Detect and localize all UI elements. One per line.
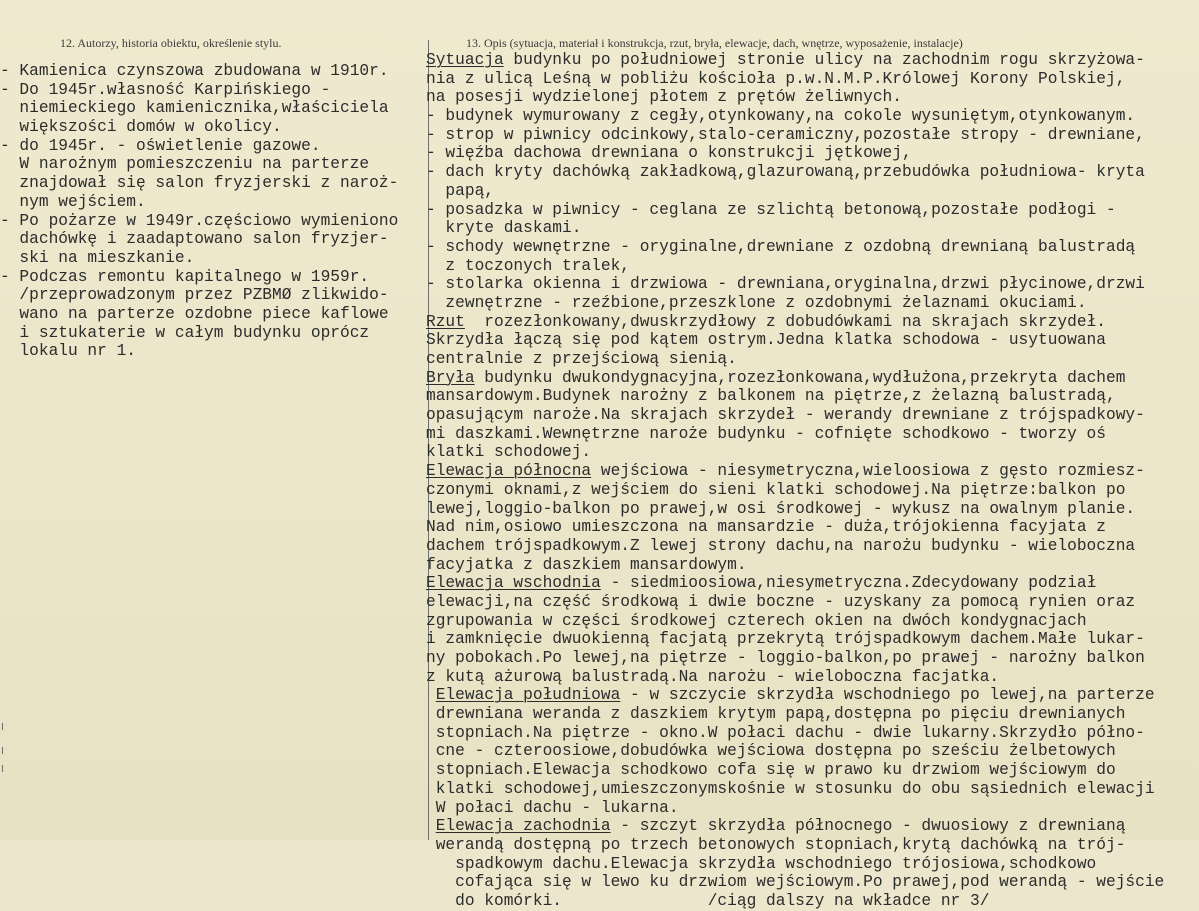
description-line: [426, 556, 1198, 575]
section-heading: Elewacja południowa: [435, 686, 621, 705]
description-line: [426, 630, 1198, 649]
description-line: [426, 201, 1198, 220]
description-line: [426, 724, 1198, 743]
line-text: - stolarka okienna i drzwiowa - drewniana,oryginalna,drzwi płycinowe,drzwi: [426, 275, 1145, 294]
description-line: [426, 313, 1198, 332]
line-text: - siedmioosiowa,niesymetryczna.Zdecydowany podział: [600, 574, 1097, 593]
description-line: [426, 238, 1198, 257]
description-line: [426, 574, 1198, 593]
line-text: facyjatka z daszkiem mansardowym.: [426, 555, 747, 574]
description-line: [426, 425, 1198, 444]
line-text: W połaci dachu - lukarna.: [426, 798, 679, 817]
line-text: klatki schodowej,umieszczonymskośnie w stosunku do obu sąsiednich elewacji: [426, 779, 1155, 798]
section-heading: Rzut: [426, 312, 465, 331]
line-text: zgrupowania w części środkowej czterech okien na dwóch kondygnacjach: [426, 611, 1087, 630]
history-line: znajdował się salon fryzjerski z naroż-: [0, 174, 399, 193]
line-text: - budynek wymurowany z cegły,otynkowany,na cokole wysuniętym,otynkowanym.: [426, 107, 1136, 126]
description-line: [426, 649, 1198, 668]
history-line: i sztukaterie w całym budynku oprócz: [0, 323, 370, 342]
section-12-header: 12. Autorzy, historia obiektu, określenie stylu.: [60, 36, 282, 50]
description-line: [426, 537, 1198, 556]
description-line: [426, 593, 1198, 612]
description-line: [426, 855, 1198, 874]
line-text: nia z ulicą Leśną w pobliżu kościoła p.w.N.M.P.Królowej Korony Polskiej,: [426, 69, 1126, 88]
line-text: papą,: [426, 181, 494, 200]
section-13-header: 13. Opis (sytuacja, materiał i konstrukcja, rzut, bryła, elewacje, dach, wnętrze, wyposażenie, instalacje): [466, 36, 963, 50]
description-line: [426, 518, 1198, 537]
description-line: [426, 799, 1198, 818]
history-line: większości domów w okolicy.: [0, 118, 282, 137]
description-line: [426, 219, 1198, 238]
description-line: [426, 443, 1198, 462]
history-line: - Podczas remontu kapitalnego w 1959r.: [0, 267, 370, 286]
line-text: Nad nim,osiowo umieszczona na mansardzie - duża,trójokienna facyjata z: [426, 518, 1106, 537]
line-text: klatki schodowej.: [426, 443, 592, 462]
line-text: cofająca się w lewo ku drzwiom wejściowym.Po prawej,pod werandą - wejście: [426, 873, 1165, 892]
line-text: - więźba dachowa drewniana o konstrukcji jętkowej,: [426, 144, 912, 163]
line-text: - strop w piwnicy odcinkowy,stalo-ceramiczny,pozostałe stropy - drewniane,: [426, 125, 1145, 144]
description-line: [426, 126, 1198, 145]
line-text: werandą dostępną po trzech betonowych stopniach,krytą dachówką na trój-: [426, 835, 1126, 854]
description-line: [426, 107, 1198, 126]
section-heading: Elewacja zachodnia: [435, 817, 611, 836]
line-text: - dach kryty dachówką zakładkową,glazurowaną,przebudówka południowa- kryta: [426, 163, 1145, 182]
line-text: budynku dwukondygnacyjna,rozezłonkowana,wydłużona,przekryta dachem: [474, 368, 1126, 387]
line-text: elewacji,na część środkową i dwie boczne - uzyskany za pomocą rynien oraz: [426, 592, 1136, 611]
description-line: [426, 331, 1198, 350]
description-line: [426, 742, 1198, 761]
description-line: [426, 892, 1198, 911]
description-line: [426, 873, 1198, 892]
line-text: spadkowym dachu.Elewacja skrzydła wschodniego trójosiowa,schodkowo: [426, 854, 1097, 873]
history-line: lokalu nr 1.: [0, 342, 136, 361]
section-heading: Bryła: [426, 368, 475, 387]
line-text: - schody wewnętrzne - oryginalne,drewniane z ozdobną drewnianą balustradą: [426, 237, 1136, 256]
description-line: [426, 406, 1198, 425]
line-text: z kutą ażurową balustradą.Na narożu - wieloboczna facjatka.: [426, 667, 1000, 686]
line-text: zewnętrzne - rzeźbione,przeszklone z ozdobnymi żelaznami okuciami.: [426, 293, 1087, 312]
description-line: [426, 182, 1198, 201]
margin-mark: I: [1, 746, 4, 757]
line-text: opasującym naroże.Na skrajach skrzydeł - werandy drewniane z trójspadkowy-: [426, 406, 1145, 425]
line-text: Skrzydła łączą się pod kątem ostrym.Jedna klatka schodowa - usytuowana: [426, 331, 1106, 350]
section-heading: Elewacja wschodnia: [426, 574, 601, 593]
description-line: [426, 144, 1198, 163]
line-text: dachem trójspadkowym.Z lewej strony dachu,na narożu budynku - wieloboczna: [426, 536, 1136, 555]
line-text: czonymi oknami,z wejściem do sieni klatki schodowej.Na piętrze:balkon po: [426, 480, 1126, 499]
history-column: [0, 62, 424, 361]
history-line: - Do 1945r.własność Karpińskiego -: [0, 80, 331, 99]
description-line: [426, 668, 1198, 687]
description-line: [426, 257, 1198, 276]
description-line: [426, 481, 1198, 500]
history-line: ski na mieszkanie.: [0, 248, 195, 267]
line-text: centralnie z przejściową sienią.: [426, 350, 737, 368]
history-line: wano na parterze ozdobne piece kaflowe: [0, 304, 389, 323]
line-text: ny pobokach.Po lewej,na piętrze - loggio-balkon,po prawej - narożny balkon: [426, 649, 1145, 667]
line-text: - w szczycie skrzydła wschodniego po lewej,na parterze: [620, 686, 1155, 705]
line-text: lewej,loggio-balkon po prawej,w osi środkowej - wykusz na owalnym planie.: [426, 499, 1136, 518]
line-text: do komórki. /ciąg dalszy na wkładce nr 3/: [426, 891, 990, 910]
description-line: [426, 70, 1198, 89]
line-text: cne - czteroosiowe,dobudówka wejściowa dostępna po sześciu żelbetowych: [426, 742, 1116, 761]
description-line: [426, 275, 1198, 294]
description-line: [426, 51, 1198, 70]
description-line: [426, 294, 1198, 313]
line-text: drewniana weranda z daszkiem krytym papą,dostępna po pięciu drewnianych: [426, 705, 1126, 724]
section-heading: Sytuacja: [426, 51, 504, 69]
line-text: rozezłonkowany,dwuskrzydłowy z dobudówkami na skrajach skrzydeł.: [464, 312, 1106, 331]
description-line: [426, 612, 1198, 631]
history-line: W narożnym pomieszczeniu na parterze: [0, 155, 370, 174]
description-line: [426, 163, 1198, 182]
history-line: - Kamienica czynszowa zbudowana w 1910r.: [0, 62, 389, 80]
line-text: mansardowym.Budynek narożny z balkonem na piętrze,z żelazną balustradą,: [426, 387, 1116, 406]
line-indent: [426, 817, 436, 835]
line-text: - posadzka w piwnicy - ceglana ze szlichtą betonową,pozostałe podłogi -: [426, 200, 1116, 219]
margin-mark: I: [1, 722, 4, 733]
description-line: [426, 500, 1198, 519]
description-line: [426, 88, 1198, 107]
description-line: [426, 780, 1198, 799]
history-line: dachówkę i zaadaptowano salon fryzjer-: [0, 230, 389, 249]
description-line: [426, 836, 1198, 855]
margin-mark: I: [1, 764, 4, 775]
history-line: niemieckiego kamienicznika,właściciela: [0, 99, 389, 118]
description-line: [426, 705, 1198, 724]
history-line: - Po pożarze w 1949r.częściowo wymieniono: [0, 211, 399, 230]
line-text: mi daszkami.Wewnętrzne naroże budynku - cofnięte schodkowo - tworzy oś: [426, 424, 1106, 443]
line-text: stopniach.Elewacja schodkowo cofa się w prawo ku drzwiom wejściowym do: [426, 761, 1116, 780]
description-line: [426, 350, 1198, 369]
line-indent: [426, 686, 436, 704]
line-text: budynku po południowej stronie ulicy na zachodnim rogu skrzyżowa-: [503, 51, 1145, 69]
line-text: kryte daskami.: [426, 219, 582, 238]
section-heading: Elewacja północna: [426, 462, 592, 481]
line-text: i zamknięcie dwuokienną facjatą przekrytą trójspadkowym dachem.Małe lukar-: [426, 630, 1145, 649]
description-line: [426, 369, 1198, 388]
line-text: stopniach.Na piętrze - okno.W połaci dachu - dwie lukarny.Skrzydło półno-: [426, 723, 1145, 742]
description-line: [426, 462, 1198, 481]
line-text: wejściowa - niesymetryczna,wieloosiowa z gęsto rozmiesz-: [591, 462, 1145, 481]
description-line: [426, 761, 1198, 780]
history-line: - do 1945r. - oświetlenie gazowe.: [0, 136, 321, 155]
description-line: [426, 387, 1198, 406]
line-text: - szczyt skrzydła północnego - dwuosiowy z drewnianą: [610, 817, 1126, 836]
description-line: [426, 686, 1198, 705]
description-column: [426, 51, 1198, 911]
history-line: /przeprowadzonym przez PZBMØ zlikwido-: [0, 286, 389, 305]
line-text: na posesji wydzielonej płotem z prętów żeliwnych.: [426, 88, 902, 107]
description-line: [426, 817, 1198, 836]
history-line: nym wejściem.: [0, 192, 146, 211]
line-text: z toczonych tralek,: [426, 256, 630, 275]
